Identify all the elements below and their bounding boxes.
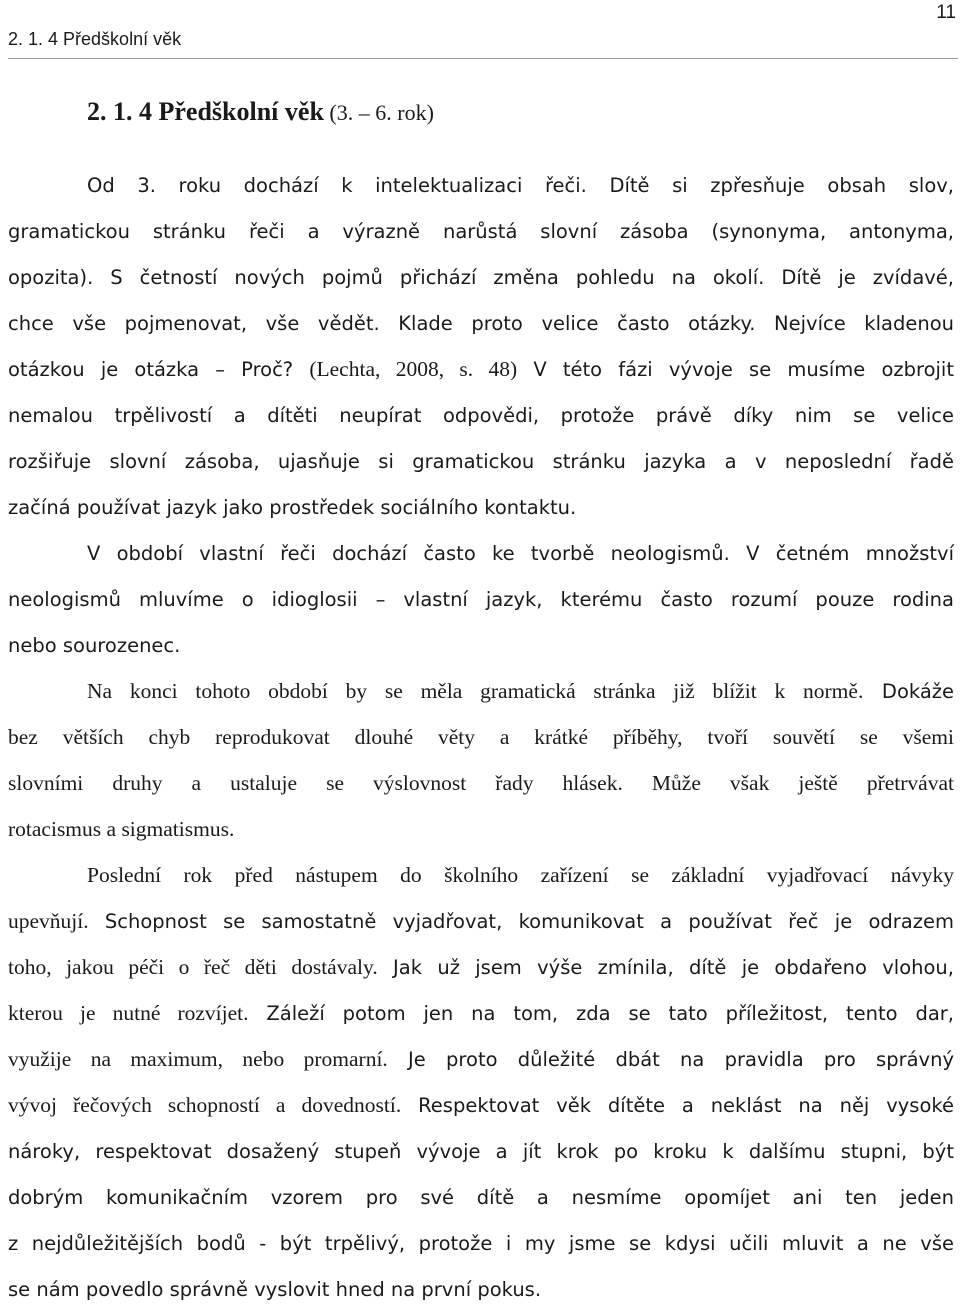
body-text [8, 162, 954, 1312]
text-segment: chce vše pojmenovat, vše vědět. Klade proto velice často otázky. Nejvíce kladenou [8, 312, 954, 335]
text-segment: otázkou je otázka – Proč? [8, 358, 310, 381]
text-segment: slovními druhy a ustaluje se výslovnost řady hlásek. Může však ještě přetrvávat [8, 771, 954, 795]
text-line [8, 484, 954, 530]
text-segment: nemalou trpělivostí a dítěti neupírat odpovědi, protože právě díky nim se velice [8, 404, 954, 427]
section-heading [87, 97, 434, 127]
text-segment: Poslední rok před nástupem do školního zařízení se základní vyjadřovací návyky [87, 863, 954, 887]
text-segment: Jak už jsem výše zmínila, dítě je obdařeno vlohou, [377, 956, 954, 979]
text-segment: Záleží potom jen na tom, zda se tato příležitost, tento dar, [248, 1002, 955, 1025]
text-segment: dobrým komunikačním vzorem pro své dítě a nesmíme opomíjet ani ten jeden [8, 1186, 954, 1209]
text-line [8, 346, 954, 392]
section-heading-age-range: (3. – 6. rok) [323, 100, 434, 125]
text-segment: začíná používat jazyk jako prostředek sociálního kontaktu. [8, 496, 577, 519]
text-segment: toho, jakou péči o řeč děti dostávaly. [8, 955, 378, 979]
text-line [8, 852, 954, 898]
text-line [8, 438, 954, 484]
text-segment: Je proto důležité dbát na pravidla pro správný [387, 1048, 954, 1071]
text-line [8, 300, 954, 346]
text-line [8, 944, 954, 990]
text-line [8, 1128, 954, 1174]
text-segment: nároky, respektovat dosažený stupeň vývoje a jít krok po kroku k dalšímu stupni, být [8, 1140, 954, 1163]
text-line [8, 1266, 954, 1312]
text-line [8, 530, 954, 576]
text-segment: z nejdůležitějších bodů - být trpělivý, protože i my jsme se kdysi učili mluvit a ne vše [8, 1232, 954, 1255]
text-segment: rotacismus a sigmatismus. [8, 817, 235, 841]
text-line [8, 1036, 954, 1082]
text-segment: Od 3. roku dochází k intelektualizaci řeči. Dítě si zpřesňuje obsah slov, [87, 174, 954, 197]
text-segment: opozita). S četností nových pojmů přichází změna pohledu na okolí. Dítě je zvídavé, [8, 266, 954, 289]
text-line [8, 1174, 954, 1220]
text-line [8, 1082, 954, 1128]
text-line [8, 254, 954, 300]
text-segment: gramatickou stránku řeči a výrazně narůstá slovní zásoba (synonyma, antonyma, [8, 220, 954, 243]
text-line [8, 990, 954, 1036]
text-segment: V této fázi vývoje se musíme ozbrojit [517, 358, 954, 381]
text-line [8, 1220, 954, 1266]
text-line [8, 898, 954, 944]
text-segment: Na konci tohoto období by se měla gramatická stránka již blížit k normě. [87, 679, 864, 703]
running-header-title: 2. 1. 4 Předškolní věk [8, 29, 182, 49]
text-line [8, 622, 954, 668]
text-segment: vývoj řečových schopností a dovedností. [8, 1093, 402, 1117]
text-segment: (Lechta, 2008, s. 48) [309, 357, 518, 381]
text-segment: využije na maximum, nebo promarní. [8, 1047, 388, 1071]
text-line [8, 806, 954, 852]
text-segment: Dokáže [863, 680, 955, 703]
text-line [8, 162, 954, 208]
text-segment: bez větších chyb reprodukovat dlouhé věty a krátké příběhy, tvoří souvětí se všemi [8, 725, 954, 749]
text-segment: Respektovat věk dítěte a neklást na něj vysoké [401, 1094, 954, 1117]
text-segment: nebo sourozenec. [8, 634, 181, 657]
text-segment: kterou je nutné rozvíjet. [8, 1001, 249, 1025]
text-line [8, 392, 954, 438]
text-line [8, 208, 954, 254]
section-heading-title: 2. 1. 4 Předškolní věk [87, 97, 324, 126]
text-segment: upevňují. [8, 909, 89, 933]
text-line [8, 576, 954, 622]
text-line [8, 668, 954, 714]
text-segment: se nám povedlo správně vyslovit hned na první pokus. [8, 1278, 542, 1301]
text-line [8, 714, 954, 760]
text-segment: Schopnost se samostatně vyjadřovat, komunikovat a používat řeč je odrazem [88, 910, 954, 933]
text-segment: neologismů mluvíme o idioglosii – vlastní jazyk, kterému často rozumí pouze rodina [8, 588, 954, 611]
text-line [8, 760, 954, 806]
text-segment: rozšiřuje slovní zásoba, ujasňuje si gramatickou stránku jazyka a v neposlední řadě [8, 450, 954, 473]
running-header [8, 2, 958, 59]
page-number: 11 [936, 2, 956, 23]
text-segment: V období vlastní řeči dochází často ke tvorbě neologismů. V četném množství [87, 542, 954, 565]
